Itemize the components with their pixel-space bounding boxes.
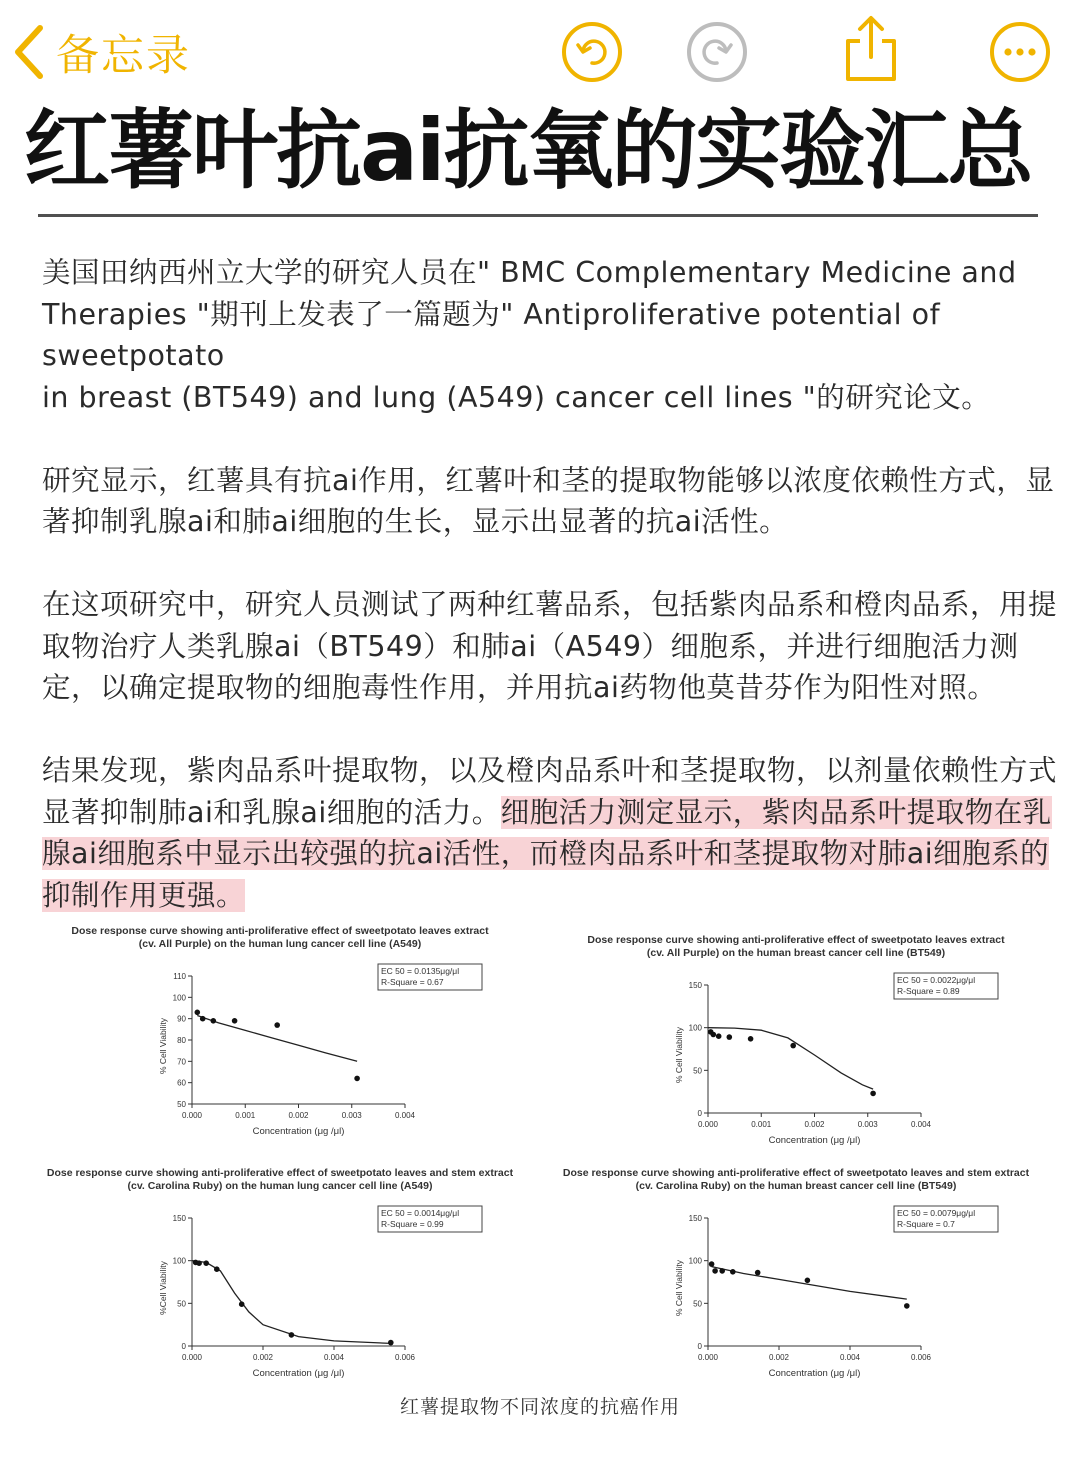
data-point (712, 1268, 718, 1274)
highlighted-text: 细胞活力测定显示，紫肉品系叶提取物在乳腺ai细胞系中显示出较强的抗ai活性，而橙肉品系叶和茎提取物对肺ai细胞系的抑制作用更强。 (42, 795, 1052, 912)
x-tick-label: 0.001 (235, 1111, 256, 1120)
back-label: 备忘录 (56, 30, 191, 81)
fit-curve (708, 1028, 873, 1089)
paragraph: 在这项研究中，研究人员测试了两种红薯品系，包括紫肉品系和橙肉品系，用提取物治疗人类乳腺ai（BT549）和肺ai（A549）细胞系，并进行细胞活力测定，以确定提取物的细胞毒性作用，并用抗ai药物他莫昔芬作为阳性对照。 (42, 588, 1058, 704)
x-tick-label: 0.002 (804, 1120, 825, 1129)
y-tick-label: 0 (697, 1109, 702, 1118)
x-tick-label: 0.004 (910, 1120, 932, 1129)
x-tick-label: 0.002 (288, 1111, 309, 1120)
chart-title-line: (cv. Carolina Ruby) on the human breast cancer cell line (BT549) (635, 1180, 957, 1192)
top-toolbar (0, 0, 1080, 105)
x-tick-label: 0.003 (341, 1111, 362, 1120)
y-tick-label: 80 (177, 1036, 186, 1045)
chart-title-line: (cv. Carolina Ruby) on the human lung cancer cell line (A549) (127, 1180, 433, 1192)
x-axis-label: Concentration (μg /μl) (768, 1135, 861, 1146)
data-point (755, 1270, 761, 1276)
x-tick-label: 0.004 (323, 1353, 345, 1362)
data-point (214, 1266, 220, 1272)
x-tick-label: 0.004 (394, 1111, 416, 1120)
x-tick-label: 0.003 (857, 1120, 878, 1129)
title-divider (38, 214, 1038, 217)
back-button[interactable] (10, 20, 191, 84)
data-point (274, 1022, 280, 1028)
rsquare-label: R-Square = 0.67 (381, 977, 444, 987)
note-body[interactable] (42, 252, 1060, 958)
x-axis-label: Concentration (μg /μl) (252, 1368, 345, 1379)
x-tick-label: 0.000 (697, 1120, 719, 1129)
x-tick-label: 0.000 (181, 1111, 203, 1120)
y-tick-label: 100 (688, 1023, 702, 1033)
y-tick-label: 50 (177, 1100, 186, 1109)
data-point (716, 1033, 722, 1039)
data-point (805, 1278, 811, 1284)
rsquare-label: R-Square = 0.7 (897, 1219, 955, 1229)
data-point (289, 1332, 295, 1338)
chart-title-line: (cv. All Purple) on the human lung cancer cell line (A549) (138, 938, 422, 950)
data-point (388, 1340, 394, 1346)
data-point (711, 1032, 717, 1038)
y-tick-label: 50 (693, 1066, 702, 1076)
data-point (196, 1260, 202, 1266)
data-point (203, 1260, 209, 1266)
y-tick-label: 110 (173, 972, 186, 981)
y-axis-label: % Cell Viability (674, 1259, 684, 1317)
chart-panel-bt549-ruby (556, 1162, 1076, 1392)
paragraph-text: 结果发现，紫肉品系叶提取物，以及橙肉品系叶和茎提取物，以剂量依赖性方式显著抑制肺ai和乳腺ai细胞的活力。 (42, 754, 1058, 829)
data-point (200, 1016, 206, 1022)
data-point (195, 1010, 201, 1016)
chevron-left-icon (10, 24, 46, 80)
y-tick-label: 50 (177, 1299, 186, 1309)
x-tick-label: 0.006 (910, 1353, 932, 1362)
chart-svg (556, 929, 1076, 1159)
y-tick-label: 100 (688, 1256, 702, 1266)
fit-curve (192, 1261, 391, 1344)
data-point (790, 1043, 796, 1049)
note-title: 红薯叶抗ai抗氧的实验汇总 (24, 101, 1032, 201)
x-axis-label: Concentration (μg /μl) (252, 1126, 345, 1137)
data-point (719, 1268, 725, 1274)
x-tick-label: 0.002 (252, 1353, 274, 1362)
more-button[interactable] (989, 23, 1051, 85)
data-point (748, 1036, 754, 1042)
undo-icon (561, 21, 623, 87)
x-tick-label: 0.000 (181, 1353, 203, 1362)
ec50-label: EC 50 = 0.0079μg/μl (897, 1208, 976, 1218)
data-point (239, 1301, 245, 1307)
y-axis-label: % Cell Viability (674, 1026, 684, 1084)
chart-svg (40, 920, 560, 1150)
y-tick-label: 150 (688, 981, 702, 990)
data-point (709, 1261, 715, 1267)
y-tick-label: 70 (177, 1057, 186, 1067)
chart-svg (40, 1162, 560, 1392)
undo-button[interactable] (561, 23, 623, 85)
paragraph: 美国田纳西州立大学的研究人员在" BMC Complementary Medicine and Therapies "期刊上发表了一篇题为" Antiproliferative potential of sweetpotato in breast (BT549) and lung (A549) cancer cell lines "的研究论文。 (42, 256, 1017, 414)
data-point (354, 1076, 360, 1082)
ec50-label: EC 50 = 0.0014μg/μl (381, 1208, 460, 1218)
paragraph: 研究显示，红薯具有抗ai作用，红薯叶和茎的提取物能够以浓度依赖性方式，显著抑制乳腺ai和肺ai细胞的生长，显示出显著的抗ai活性。 (42, 463, 1055, 538)
y-tick-label: 150 (172, 1214, 186, 1223)
share-button[interactable] (840, 15, 902, 85)
y-tick-label: 90 (177, 1014, 186, 1024)
ec50-label: EC 50 = 0.0135μg/μl (381, 966, 460, 976)
figure-dose-response-charts (0, 900, 1080, 1379)
rsquare-label: R-Square = 0.99 (381, 1219, 444, 1229)
data-point (730, 1269, 736, 1275)
chart-title-line: (cv. All Purple) on the human breast cancer cell line (BT549) (646, 947, 946, 959)
chart-panel-a549-ruby (40, 1162, 560, 1392)
paragraph (42, 750, 1060, 916)
y-tick-label: 50 (693, 1299, 702, 1309)
chart-title-line: Dose response curve showing anti-proliferative effect of sweetpotato leaves extract (587, 934, 1005, 946)
rsquare-label: R-Square = 0.89 (897, 986, 960, 996)
y-tick-label: 60 (177, 1078, 186, 1088)
share-icon (840, 13, 902, 87)
y-axis-label: % Cell Viability (158, 1017, 168, 1075)
data-point (232, 1018, 238, 1024)
x-tick-label: 0.002 (768, 1353, 790, 1362)
y-tick-label: 100 (172, 1256, 186, 1266)
y-tick-label: 150 (688, 1214, 702, 1223)
data-point (870, 1091, 876, 1097)
data-point (904, 1303, 910, 1309)
x-tick-label: 0.000 (697, 1353, 719, 1362)
redo-icon (686, 21, 748, 87)
fit-curve (712, 1267, 907, 1300)
figure-caption: 红薯提取物不同浓度的抗癌作用 (399, 1396, 680, 1418)
chart-title-line: Dose response curve showing anti-proliferative effect of sweetpotato leaves and stem extract (46, 1167, 514, 1179)
y-tick-label: 100 (172, 993, 186, 1003)
chart-panel-bt549-purple (556, 929, 1076, 1159)
data-point (211, 1018, 217, 1024)
redo-button[interactable] (686, 23, 748, 85)
x-tick-label: 0.006 (394, 1353, 416, 1362)
y-tick-label: 0 (181, 1342, 186, 1351)
chart-panel-a549-purple (40, 920, 560, 1150)
x-axis-label: Concentration (μg /μl) (768, 1368, 861, 1379)
y-axis-label: %Cell Viability (158, 1261, 168, 1315)
ec50-label: EC 50 = 0.0022μg/μl (897, 975, 976, 985)
x-tick-label: 0.001 (751, 1120, 772, 1129)
y-tick-label: 0 (697, 1342, 702, 1351)
data-point (727, 1034, 733, 1040)
chart-title-line: Dose response curve showing anti-proliferative effect of sweetpotato leaves and stem extract (562, 1167, 1030, 1179)
chart-title-line: Dose response curve showing anti-proliferative effect of sweetpotato leaves extract (71, 925, 489, 937)
more-icon (989, 21, 1051, 87)
chart-svg (556, 1162, 1076, 1392)
x-tick-label: 0.004 (839, 1353, 861, 1362)
